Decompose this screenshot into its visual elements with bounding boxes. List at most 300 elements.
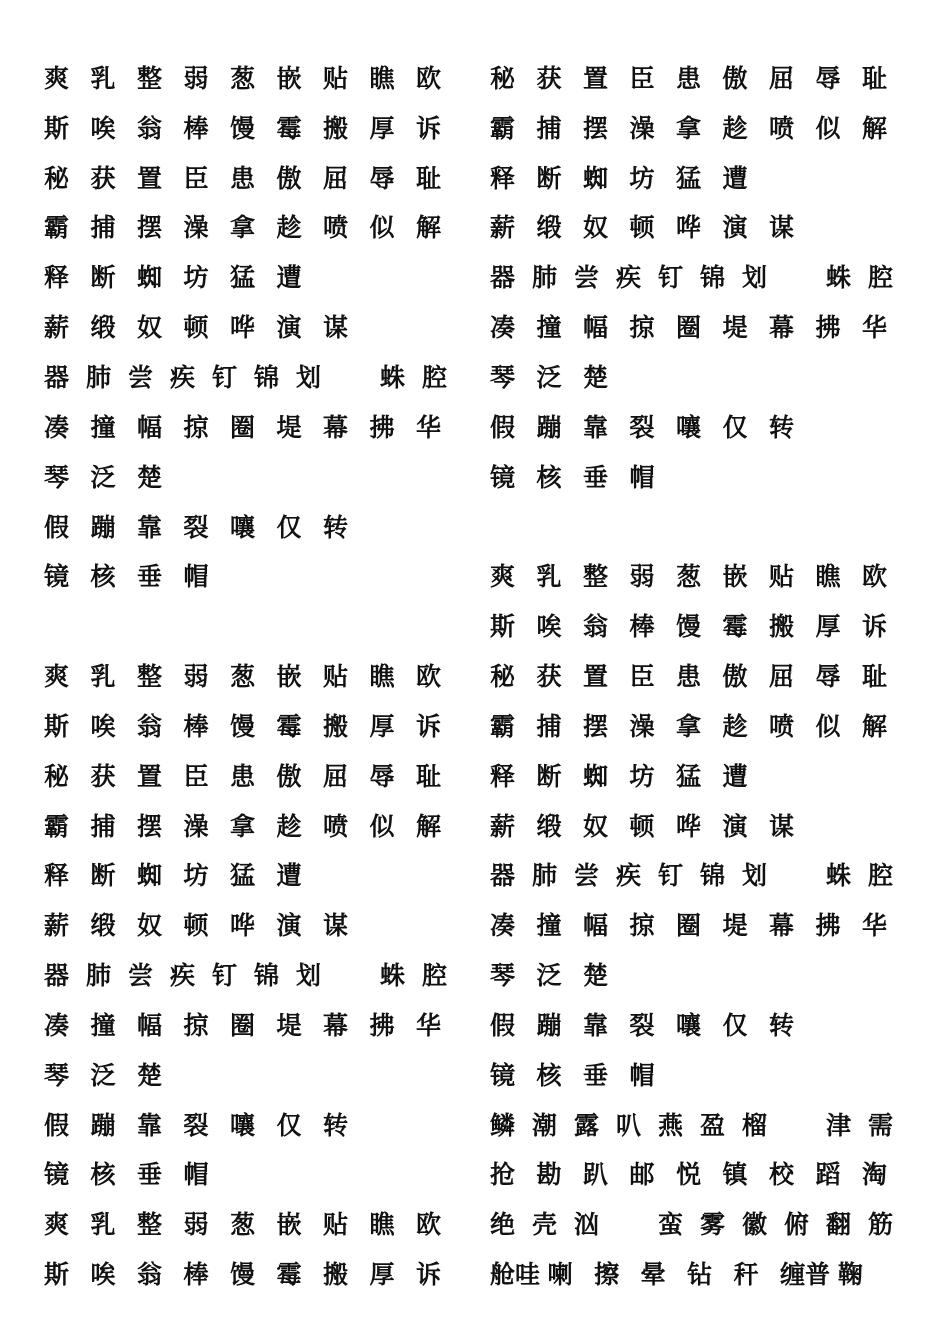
character: 遭 (276, 263, 302, 293)
character: 秘 (490, 662, 516, 692)
character: 澡 (183, 213, 209, 243)
character: 拿 (230, 213, 256, 243)
character: 钉 (658, 263, 684, 293)
character: 解 (416, 811, 442, 841)
character: 缎 (536, 213, 562, 243)
character: 拿 (230, 811, 256, 841)
character-line (490, 351, 910, 401)
character: 拂 (815, 911, 841, 941)
character: 悦 (676, 1160, 702, 1190)
character: 掠 (629, 911, 655, 941)
character: 仅 (276, 1110, 302, 1140)
character: 校 (769, 1160, 795, 1190)
character: 假 (44, 512, 70, 542)
character: 掠 (183, 412, 209, 442)
character: 垂 (583, 1060, 609, 1090)
character-line (44, 550, 464, 600)
character-line (490, 152, 910, 202)
character: 尝 (128, 362, 154, 392)
character: 棒 (183, 113, 209, 143)
character: 露 (574, 1110, 600, 1140)
character: 唉 (536, 612, 562, 642)
character: 葱 (230, 662, 256, 692)
character: 葱 (230, 63, 256, 93)
character-line (44, 301, 464, 351)
character: 划 (742, 861, 768, 891)
character: 坊 (183, 263, 209, 293)
character: 遭 (722, 163, 748, 193)
character-line (44, 52, 464, 102)
character: 解 (862, 711, 888, 741)
character: 泛 (536, 362, 562, 392)
character: 厚 (369, 113, 395, 143)
character: 邮 (629, 1160, 655, 1190)
character: 锦 (700, 263, 726, 293)
character: 靠 (137, 512, 163, 542)
character: 置 (137, 761, 163, 791)
character: 蛮 (658, 1210, 684, 1240)
character: 嚷 (230, 512, 256, 542)
character: 摆 (137, 811, 163, 841)
character: 仅 (722, 1010, 748, 1040)
character: 霸 (490, 113, 516, 143)
character: 猛 (230, 263, 256, 293)
character: 筋 (868, 1210, 894, 1240)
character: 幅 (137, 412, 163, 442)
character: 转 (323, 512, 349, 542)
character: 疾 (616, 861, 642, 891)
character: 圈 (230, 1010, 256, 1040)
character: 释 (44, 861, 70, 891)
character: 圈 (676, 313, 702, 343)
character: 爽 (44, 1210, 70, 1240)
character: 斯 (490, 612, 516, 642)
character: 霉 (722, 612, 748, 642)
character: 捕 (90, 213, 116, 243)
character: 谋 (769, 213, 795, 243)
character: 燕 (658, 1110, 684, 1140)
character-line (44, 600, 464, 650)
character: 乳 (536, 562, 562, 592)
character: 幅 (137, 1010, 163, 1040)
character: 掠 (183, 1010, 209, 1040)
character-line (44, 351, 464, 401)
character: 屈 (323, 761, 349, 791)
character: 猛 (676, 163, 702, 193)
character: 核 (90, 562, 116, 592)
character-line (490, 800, 910, 850)
character: 唉 (90, 1260, 116, 1290)
character: 傲 (722, 63, 748, 93)
character: 获 (536, 63, 562, 93)
character-line (490, 1149, 910, 1199)
character: 欧 (862, 562, 888, 592)
character: 幕 (769, 911, 795, 941)
character: 弱 (629, 562, 655, 592)
character-line (44, 650, 464, 700)
character: 哗 (230, 911, 256, 941)
character: 喷 (323, 811, 349, 841)
character: 舱哇 (490, 1260, 541, 1290)
character: 斯 (44, 113, 70, 143)
character-line (490, 1248, 910, 1298)
character-line (490, 1198, 910, 1248)
character-line (44, 850, 464, 900)
character: 奴 (137, 313, 163, 343)
character: 帽 (629, 1060, 655, 1090)
character: 瞧 (815, 562, 841, 592)
character: 锦 (254, 362, 280, 392)
character-line (490, 550, 910, 600)
character: 欧 (416, 1210, 442, 1240)
character: 获 (90, 163, 116, 193)
character: 蜘 (137, 263, 163, 293)
character: 哗 (676, 811, 702, 841)
character: 晕 (640, 1260, 666, 1290)
character: 嵌 (276, 63, 302, 93)
character-line (44, 899, 464, 949)
character: 泛 (536, 961, 562, 991)
character: 帽 (183, 562, 209, 592)
character-line (44, 750, 464, 800)
character: 嵌 (276, 662, 302, 692)
character: 斯 (44, 1260, 70, 1290)
character-line (490, 750, 910, 800)
character: 拂 (815, 313, 841, 343)
character: 释 (44, 263, 70, 293)
character: 琴 (44, 1060, 70, 1090)
character: 整 (137, 1210, 163, 1240)
character: 捕 (536, 711, 562, 741)
character: 贴 (323, 1210, 349, 1240)
character: 耻 (862, 63, 888, 93)
character: 华 (416, 1010, 442, 1040)
character-line (44, 800, 464, 850)
character-line (490, 999, 910, 1049)
character: 裂 (183, 1110, 209, 1140)
character: 霉 (276, 113, 302, 143)
character: 秘 (44, 163, 70, 193)
character: 肺 (86, 362, 112, 392)
character-line (490, 899, 910, 949)
character: 葱 (676, 562, 702, 592)
character-line (490, 700, 910, 750)
character: 捕 (536, 113, 562, 143)
character: 馒 (230, 711, 256, 741)
character: 顿 (183, 911, 209, 941)
character: 诉 (416, 1260, 442, 1290)
character: 乳 (90, 1210, 116, 1240)
character: 弱 (183, 662, 209, 692)
character: 坊 (629, 163, 655, 193)
character: 撞 (90, 412, 116, 442)
character: 置 (137, 163, 163, 193)
character: 整 (137, 63, 163, 93)
character: 乳 (90, 63, 116, 93)
character: 疾 (170, 961, 196, 991)
character: 堤 (276, 412, 302, 442)
character: 欧 (416, 662, 442, 692)
character: 患 (230, 761, 256, 791)
character: 断 (90, 861, 116, 891)
character: 唉 (90, 113, 116, 143)
character: 翻 (826, 1210, 852, 1240)
character: 肺 (532, 861, 558, 891)
character: 霉 (276, 711, 302, 741)
character: 澡 (183, 811, 209, 841)
character: 锦 (700, 861, 726, 891)
character: 蜘 (583, 761, 609, 791)
character: 堤 (722, 313, 748, 343)
character (784, 1106, 826, 1142)
character-line (490, 52, 910, 102)
character: 锦 (254, 961, 280, 991)
character-line (490, 501, 910, 551)
character: 奴 (137, 911, 163, 941)
character: 尝 (574, 263, 600, 293)
character-line (44, 949, 464, 999)
character: 帽 (183, 1160, 209, 1190)
character: 馒 (676, 612, 702, 642)
character: 镜 (490, 462, 516, 492)
character: 演 (722, 213, 748, 243)
character: 徽 (742, 1210, 768, 1240)
character: 演 (722, 811, 748, 841)
character (784, 258, 826, 294)
character: 搬 (323, 113, 349, 143)
character-line (490, 301, 910, 351)
character: 缎 (536, 811, 562, 841)
character: 霸 (44, 213, 70, 243)
character: 津 (826, 1110, 852, 1140)
character: 顿 (629, 213, 655, 243)
character: 翁 (583, 612, 609, 642)
character: 嚷 (676, 1010, 702, 1040)
character: 核 (90, 1160, 116, 1190)
character-line (490, 600, 910, 650)
character: 断 (536, 761, 562, 791)
character: 蹦 (90, 1110, 116, 1140)
character: 解 (416, 213, 442, 243)
character: 喷 (769, 711, 795, 741)
character-line (490, 650, 910, 700)
character: 瞧 (369, 662, 395, 692)
character: 盈 (700, 1110, 726, 1140)
character: 华 (862, 313, 888, 343)
character: 捕 (90, 811, 116, 841)
character: 蜘 (583, 163, 609, 193)
character-line (44, 1149, 464, 1199)
character: 幕 (769, 313, 795, 343)
character: 诉 (862, 612, 888, 642)
character: 器 (490, 861, 516, 891)
character: 需 (868, 1110, 894, 1140)
character: 叭 (616, 1110, 642, 1140)
character: 臣 (629, 662, 655, 692)
character: 屈 (769, 662, 795, 692)
character-line (490, 1099, 910, 1149)
character: 诉 (416, 113, 442, 143)
character: 撞 (90, 1010, 116, 1040)
character: 器 (44, 961, 70, 991)
right-character-column (490, 52, 910, 1298)
character: 坊 (629, 761, 655, 791)
character: 澡 (629, 113, 655, 143)
character: 演 (276, 313, 302, 343)
character: 拂 (369, 1010, 395, 1040)
character: 患 (230, 163, 256, 193)
character (338, 956, 380, 992)
character: 厚 (369, 711, 395, 741)
character: 蹦 (90, 512, 116, 542)
character: 鞠 (837, 1260, 863, 1290)
character: 裂 (629, 1010, 655, 1040)
character: 断 (90, 263, 116, 293)
character: 鳞 (490, 1110, 516, 1140)
character: 核 (536, 1060, 562, 1090)
character-line (44, 1198, 464, 1248)
character: 喷 (323, 213, 349, 243)
character: 靠 (583, 1010, 609, 1040)
character: 肺 (532, 263, 558, 293)
character: 猛 (676, 761, 702, 791)
character: 棒 (629, 612, 655, 642)
character: 蹦 (536, 412, 562, 442)
character: 释 (490, 761, 516, 791)
character: 拂 (369, 412, 395, 442)
character: 核 (536, 462, 562, 492)
character: 澡 (629, 711, 655, 741)
character: 楚 (137, 462, 163, 492)
character: 臣 (183, 163, 209, 193)
character: 华 (862, 911, 888, 941)
character: 置 (583, 662, 609, 692)
character: 谋 (323, 911, 349, 941)
character: 镜 (44, 562, 70, 592)
character: 似 (815, 711, 841, 741)
character: 琴 (490, 961, 516, 991)
character: 获 (90, 761, 116, 791)
character: 划 (296, 362, 322, 392)
character: 圈 (230, 412, 256, 442)
character-line (490, 102, 910, 152)
character: 华 (416, 412, 442, 442)
character-line (44, 251, 464, 301)
character: 斯 (44, 711, 70, 741)
character: 搬 (769, 612, 795, 642)
character: 坊 (183, 861, 209, 891)
character: 壳 (532, 1210, 558, 1240)
character: 淘 (862, 1160, 888, 1190)
character: 趁 (276, 811, 302, 841)
character: 唉 (90, 711, 116, 741)
character: 厚 (815, 612, 841, 642)
character: 棒 (183, 711, 209, 741)
character: 弱 (183, 1210, 209, 1240)
character: 释 (490, 163, 516, 193)
character: 嚷 (676, 412, 702, 442)
character-line (490, 949, 910, 999)
character-line (44, 999, 464, 1049)
character: 嚷 (230, 1110, 256, 1140)
character: 傲 (722, 662, 748, 692)
character-line (44, 451, 464, 501)
character: 爽 (44, 63, 70, 93)
character: 假 (44, 1110, 70, 1140)
character: 腔 (868, 263, 894, 293)
character: 缎 (90, 911, 116, 941)
character: 哗 (230, 313, 256, 343)
character: 喷 (769, 113, 795, 143)
character: 掠 (629, 313, 655, 343)
character: 薪 (490, 811, 516, 841)
character: 患 (676, 63, 702, 93)
character: 臣 (629, 63, 655, 93)
character: 弱 (183, 63, 209, 93)
character: 帽 (629, 462, 655, 492)
character: 楚 (583, 961, 609, 991)
character: 霉 (276, 1260, 302, 1290)
character-line (490, 850, 910, 900)
character: 蛛 (380, 961, 406, 991)
character: 趁 (722, 711, 748, 741)
character: 堤 (722, 911, 748, 941)
character: 划 (742, 263, 768, 293)
character: 垂 (583, 462, 609, 492)
character: 傲 (276, 163, 302, 193)
character: 厚 (369, 1260, 395, 1290)
character: 屈 (769, 63, 795, 93)
character: 整 (137, 662, 163, 692)
character: 泛 (90, 462, 116, 492)
character: 仅 (722, 412, 748, 442)
character: 霸 (44, 811, 70, 841)
character: 欧 (416, 63, 442, 93)
character: 患 (676, 662, 702, 692)
character: 爽 (44, 662, 70, 692)
character: 搬 (323, 711, 349, 741)
character: 遭 (276, 861, 302, 891)
character: 钉 (658, 861, 684, 891)
character-line (44, 202, 464, 252)
character: 置 (583, 63, 609, 93)
character: 靠 (137, 1110, 163, 1140)
character: 擦 (594, 1260, 620, 1290)
character: 肺 (86, 961, 112, 991)
character: 似 (369, 811, 395, 841)
character: 耻 (862, 662, 888, 692)
character: 俯 (784, 1210, 810, 1240)
character: 秘 (490, 63, 516, 93)
character: 薪 (44, 911, 70, 941)
character: 器 (44, 362, 70, 392)
character: 幕 (323, 1010, 349, 1040)
character: 幅 (583, 313, 609, 343)
character: 翁 (137, 113, 163, 143)
character: 搬 (323, 1260, 349, 1290)
character-line (490, 451, 910, 501)
character: 假 (490, 1010, 516, 1040)
character: 整 (583, 562, 609, 592)
character: 绝 (490, 1210, 516, 1240)
character: 钻 (687, 1260, 713, 1290)
character: 嵌 (722, 562, 748, 592)
character-line (44, 1099, 464, 1149)
character: 断 (536, 163, 562, 193)
character: 顿 (629, 811, 655, 841)
character: 傲 (276, 761, 302, 791)
character: 垂 (137, 1160, 163, 1190)
